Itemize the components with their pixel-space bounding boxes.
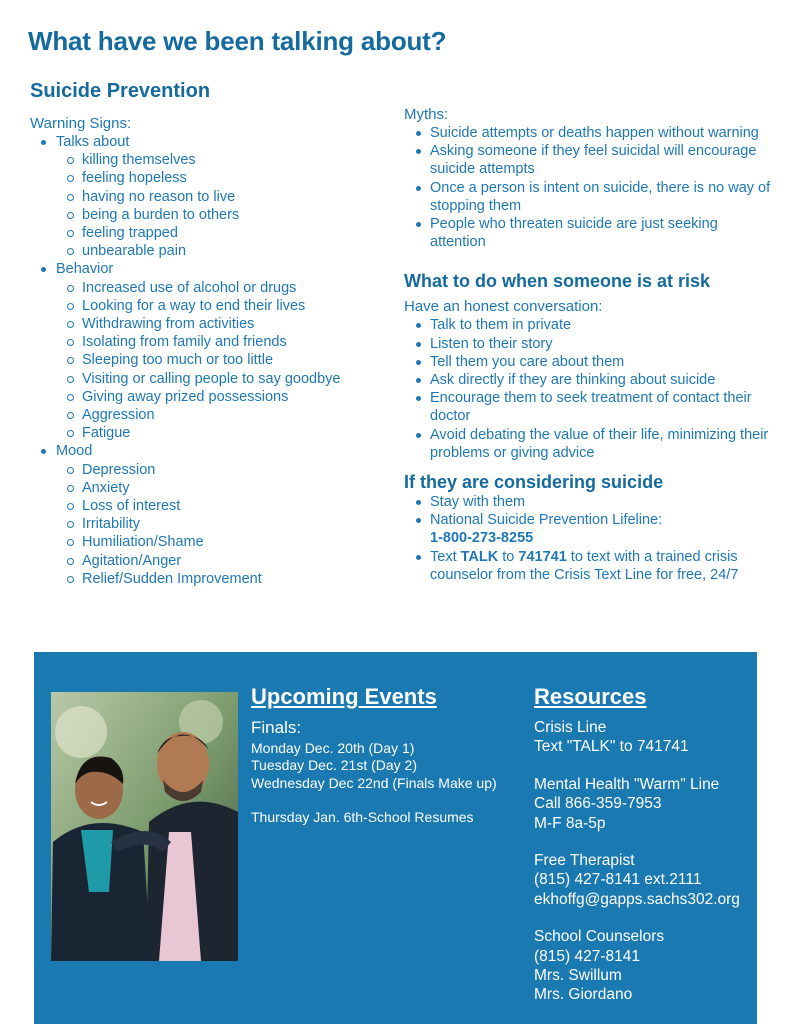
list-item: Once a person is intent on suicide, there is no way of stopping them bbox=[404, 179, 774, 215]
list-item: Suicide attempts or deaths happen without warning bbox=[404, 124, 774, 142]
considering-list bbox=[404, 493, 774, 584]
list-item: Encourage them to seek treatment of contact their doctor bbox=[404, 389, 774, 425]
list-item: Aggression bbox=[56, 406, 380, 424]
warm-line-group bbox=[534, 775, 754, 833]
text-mid: to bbox=[498, 548, 519, 565]
list-item: killing themselves bbox=[56, 151, 380, 169]
list-item: feeling hopeless bbox=[56, 169, 380, 187]
list-item: Avoid debating the value of their life, minimizing their problems or giving advice bbox=[404, 426, 774, 462]
page-title: What have we been talking about? bbox=[28, 26, 447, 56]
resource-line: Text "TALK" to 741741 bbox=[534, 738, 689, 756]
resources bbox=[534, 684, 754, 1023]
myths-list bbox=[404, 124, 774, 251]
list-item: Agitation/Anger bbox=[56, 552, 380, 570]
resource-line: Mrs. Swillum bbox=[534, 967, 622, 985]
events-heading: Upcoming Events bbox=[251, 684, 437, 709]
resource-line: (815) 427-8141 bbox=[534, 947, 640, 965]
crisis-line-group bbox=[534, 718, 754, 757]
finals-label: Finals: bbox=[251, 718, 302, 737]
list-item: Visiting or calling people to say goodbye bbox=[56, 370, 380, 388]
resource-line: Mental Health "Warm" Line bbox=[534, 775, 720, 793]
list-item: having no reason to live bbox=[56, 188, 380, 206]
lifeline-phone: 1-800-273-8255 bbox=[430, 530, 534, 547]
at-risk-heading: What to do when someone is at risk bbox=[404, 271, 711, 292]
list-item: Listen to their story bbox=[404, 335, 774, 353]
list-item bbox=[404, 548, 774, 584]
section-heading: Suicide Prevention bbox=[30, 80, 211, 102]
events-resources-panel bbox=[34, 652, 757, 1024]
event-line: Monday Dec. 20th (Day 1) bbox=[251, 740, 415, 756]
list-item: Tell them you care about them bbox=[404, 353, 774, 371]
warning-group bbox=[30, 260, 380, 442]
list-item: feeling trapped bbox=[56, 224, 380, 242]
list-item: being a burden to others bbox=[56, 206, 380, 224]
list-item: Relief/Sudden Improvement bbox=[56, 570, 380, 588]
resource-line: (815) 427-8141 ext.2111 bbox=[534, 871, 702, 889]
group-label: Talks about bbox=[56, 134, 130, 150]
list-item: Humiliation/Shame bbox=[56, 533, 380, 551]
list-item: Stay with them bbox=[404, 493, 774, 511]
warning-group bbox=[30, 442, 380, 588]
resources-heading: Resources bbox=[534, 684, 647, 709]
list-item: Ask directly if they are thinking about suicide bbox=[404, 371, 774, 389]
group-label: Mood bbox=[56, 443, 93, 460]
family-photo bbox=[51, 692, 238, 961]
therapist-email[interactable]: ekhoffg@gapps.sachs302.org bbox=[534, 890, 740, 908]
resource-line: Call 866-359-7953 bbox=[534, 795, 662, 813]
list-item: Fatigue bbox=[56, 424, 380, 442]
resource-line: Free Therapist bbox=[534, 852, 635, 870]
list-item: Looking for a way to end their lives bbox=[56, 297, 380, 315]
suicide-prevention-section bbox=[30, 80, 380, 588]
resource-line: Mrs. Giordano bbox=[534, 986, 633, 1004]
myths-label: Myths: bbox=[404, 106, 449, 123]
list-item: People who threaten suicide are just seeking attention bbox=[404, 215, 774, 251]
considering-heading: If they are considering suicide bbox=[404, 472, 664, 493]
right-column bbox=[404, 106, 774, 584]
list-item: Anxiety bbox=[56, 479, 380, 497]
resource-line: School Counselors bbox=[534, 928, 665, 946]
counselors-group bbox=[534, 927, 754, 1005]
warning-signs-list bbox=[30, 133, 380, 588]
event-line: Wednesday Dec 22nd (Finals Make up) bbox=[251, 774, 497, 791]
list-item: Asking someone if they feel suicidal will encourage suicide attempts bbox=[404, 142, 774, 178]
list-item: Giving away prized possessions bbox=[56, 388, 380, 406]
list-item bbox=[404, 511, 774, 547]
at-risk-list bbox=[404, 316, 774, 462]
text-prefix: Text bbox=[430, 548, 461, 565]
event-line: Tuesday Dec. 21st (Day 2) bbox=[251, 757, 417, 774]
list-item: Loss of interest bbox=[56, 497, 380, 515]
warning-group bbox=[30, 133, 380, 260]
text-suffix: to text with a trained crisis counselor from the Crisis Text Line for free, 24/7 bbox=[430, 548, 739, 583]
family-photo-illustration bbox=[51, 692, 238, 961]
talk-keyword: TALK bbox=[460, 548, 499, 565]
list-item: Withdrawing from activities bbox=[56, 315, 380, 333]
list-item: unbearable pain bbox=[56, 242, 380, 260]
upcoming-events bbox=[251, 684, 531, 827]
list-item: Irritability bbox=[56, 515, 380, 533]
resource-line: Crisis Line bbox=[534, 719, 607, 736]
text-number: 741741 bbox=[518, 548, 567, 565]
at-risk-intro: Have an honest conversation: bbox=[404, 298, 603, 316]
list-item: Talk to them in private bbox=[404, 316, 774, 334]
list-item: Isolating from family and friends bbox=[56, 333, 380, 351]
list-item: Increased use of alcohol or drugs bbox=[56, 279, 380, 297]
school-resumes: Thursday Jan. 6th-School Resumes bbox=[251, 809, 474, 826]
list-item: Depression bbox=[56, 461, 380, 479]
list-item: Sleeping too much or too little bbox=[56, 351, 380, 369]
therapist-group bbox=[534, 851, 754, 909]
lifeline-label: National Suicide Prevention Lifeline: bbox=[430, 512, 663, 529]
group-label: Behavior bbox=[56, 261, 114, 278]
resource-line: M-F 8a-5p bbox=[534, 814, 606, 832]
warning-signs-label: Warning Signs: bbox=[30, 115, 132, 132]
